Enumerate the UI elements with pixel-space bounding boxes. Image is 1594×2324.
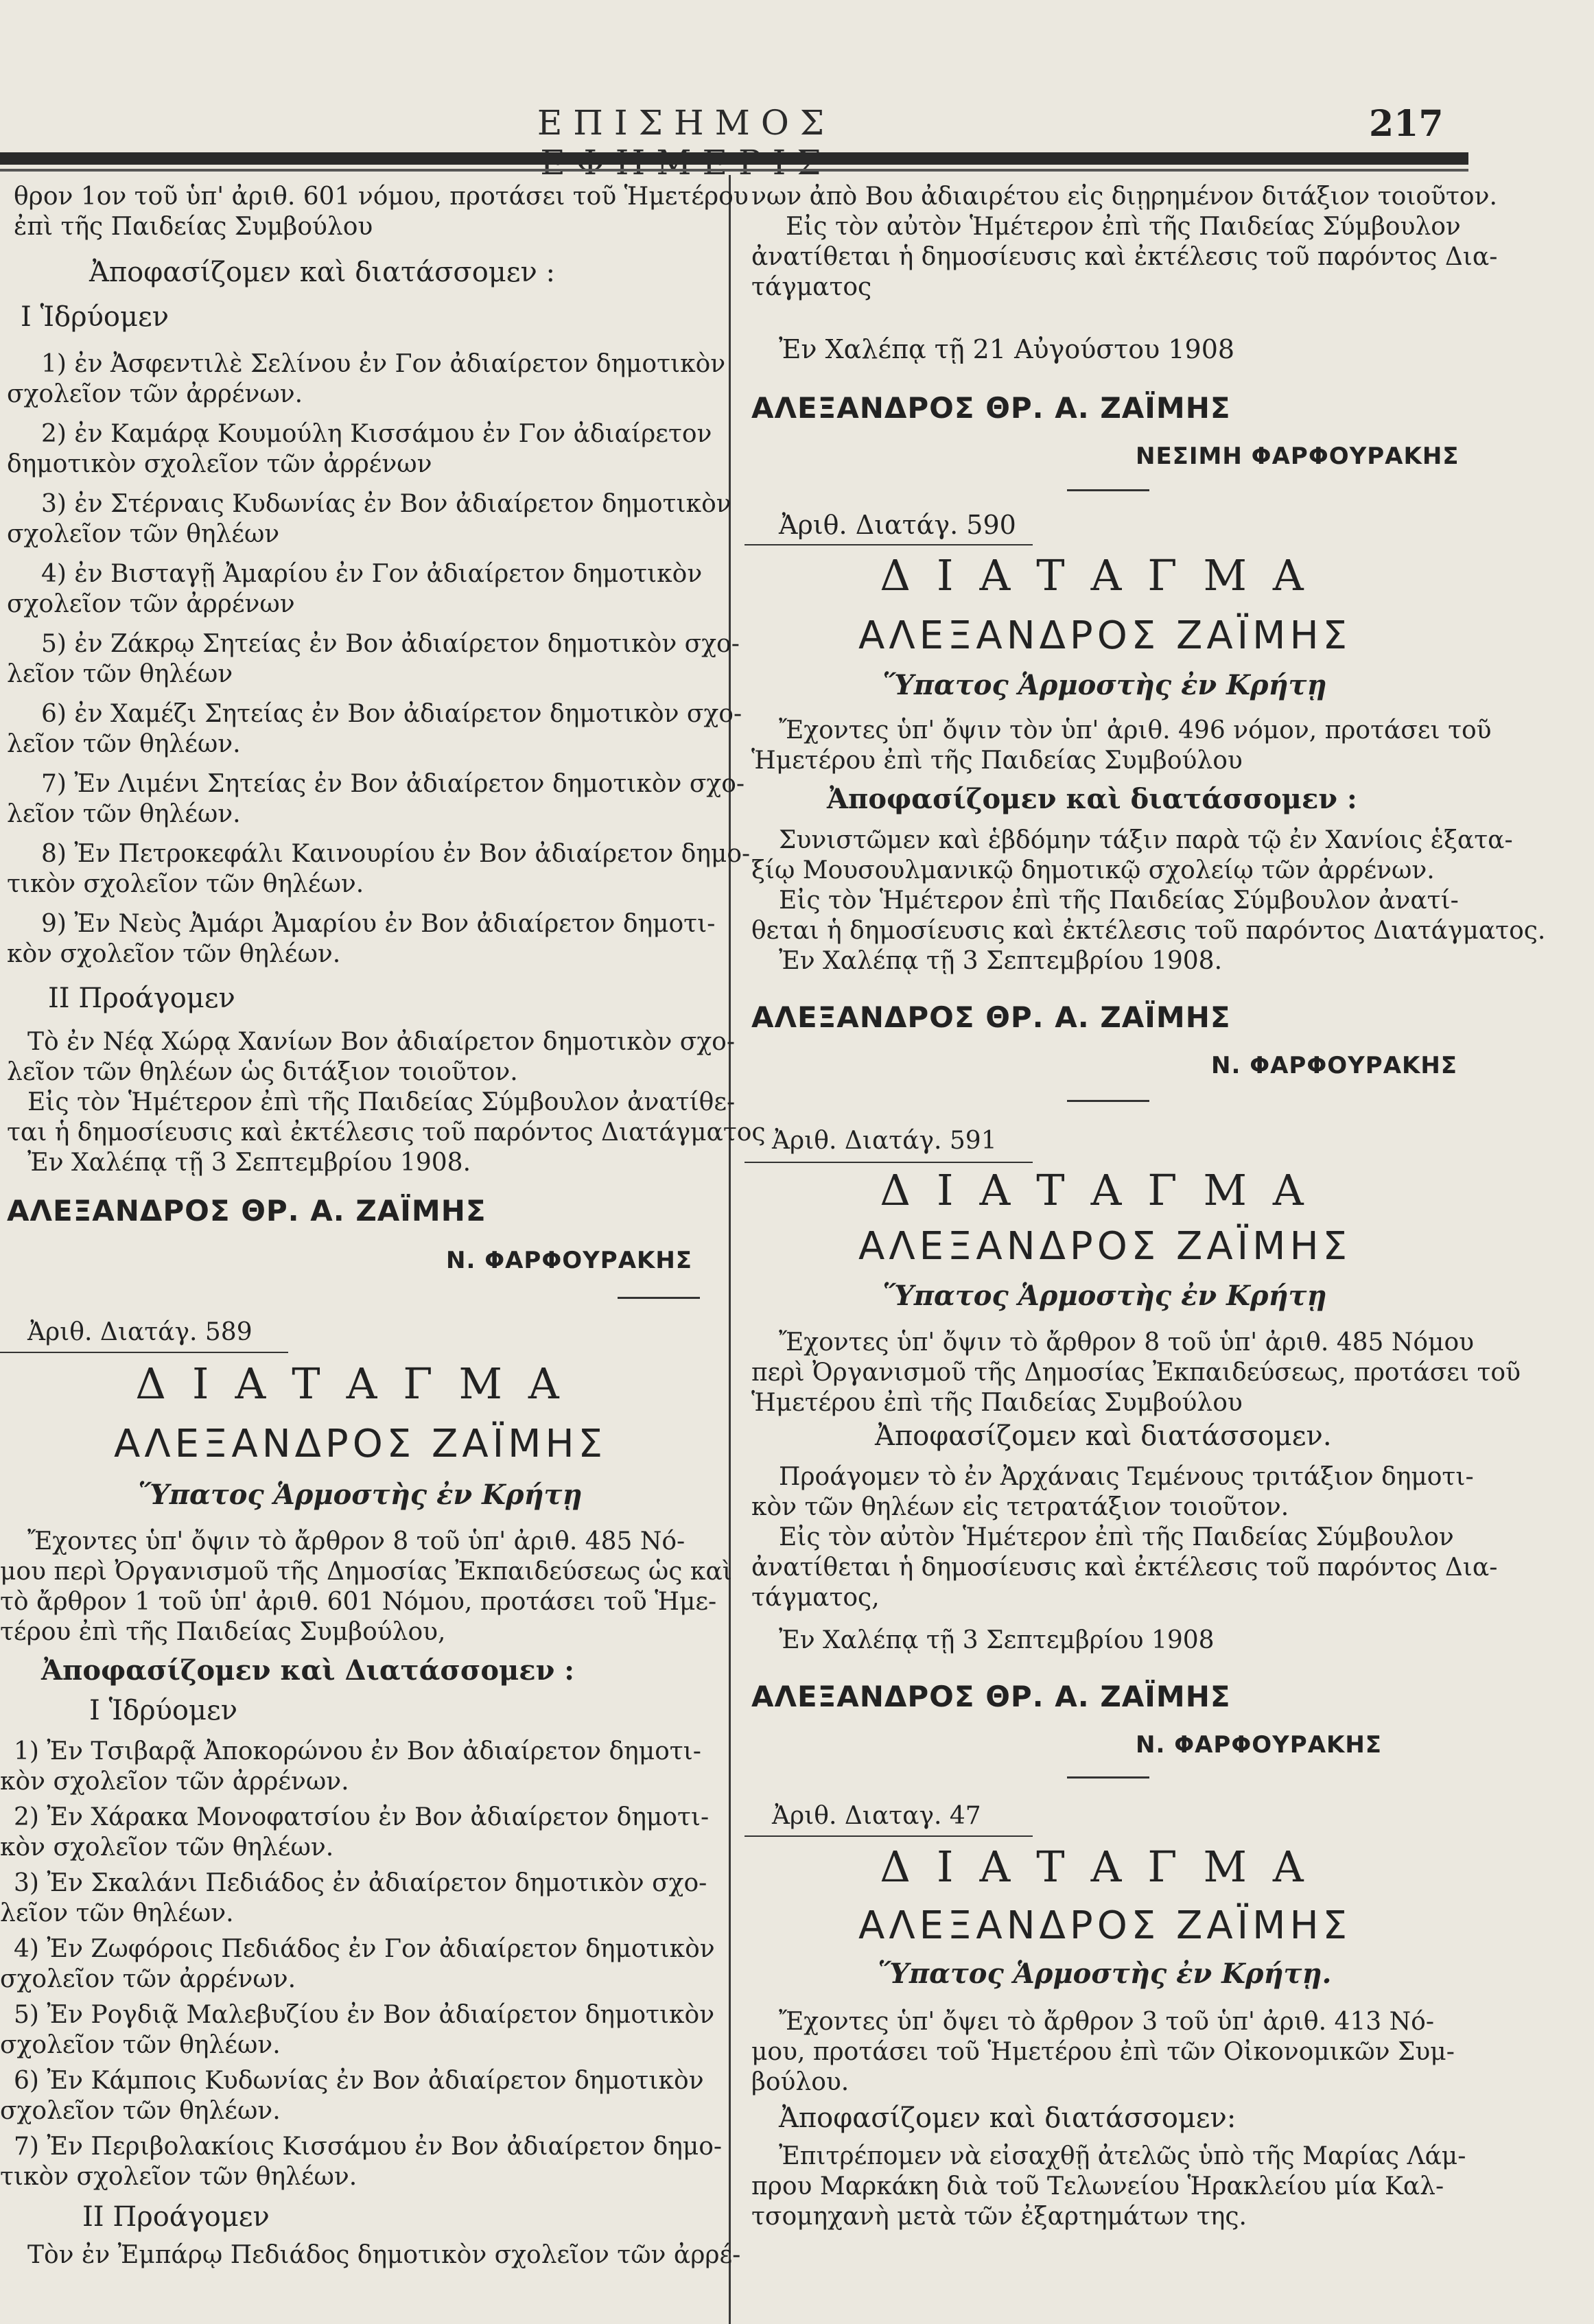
text-line: ἀνατίθεται ἡ δημοσίευσις καὶ ἐκτέλεσις τοῦ παρόντος Δια- <box>751 243 1498 271</box>
text-line: 3) Ἐν Σκαλάνι Πεδιάδος ἐν ἀδιαίρετον δημοτικὸν σχο- <box>14 1869 707 1897</box>
text-line: Εἰς τὸν αὐτὸν Ἡμέτερον ἐπὶ τῆς Παιδείας Σύμβουλον <box>779 1523 1454 1551</box>
separator-rule <box>1067 1100 1149 1102</box>
text-line: περὶ Ὀργανισμοῦ τῆς Δημοσίας Ἐκπαιδεύσεως, προτάσει τοῦ <box>751 1359 1521 1387</box>
text-line: σχολεῖον τῶν θηλέων <box>7 520 280 548</box>
header-rule-thin <box>0 169 1468 172</box>
signature-name: ΑΛΕΞΑΝΔΡΟΣ ΘΡ. Α. ΖΑΪΜΗΣ <box>751 1680 1231 1713</box>
separator-rule <box>1067 1776 1149 1779</box>
text-line: 5) Ἐν Ρογδιᾷ Μαλεβυζίου ἐν Βον ἀδιαίρετον δημοτικὸν <box>14 2001 715 2029</box>
signature-name: ΑΛΕΞΑΝΔΡΟΣ ΘΡ. Α. ΖΑΪΜΗΣ <box>751 391 1231 425</box>
office-heading: Ὕπατος Ἁρμοστὴς ἐν Κρήτῃ. <box>878 1958 1332 1990</box>
text-line: Ἡμετέρου ἐπὶ τῆς Παιδείας Συμβούλου <box>751 747 1243 775</box>
text-line: τὸ ἄρθρον 1 τοῦ ὑπ' ἀριθ. 601 Νόμου, προτάσει τοῦ Ἡμε- <box>0 1588 717 1616</box>
signature-name: ΝΕΣΙΜΗ ΦΑΡΦΟΥΡΑΚΗΣ <box>1136 443 1460 470</box>
date-line: Ἐν Χαλέπᾳ τῇ 3 Σεπτεμβρίου 1908. <box>27 1149 471 1177</box>
signature-name: ΑΛΕΞΑΝΔΡΟΣ ΘΡ. Α. ΖΑΪΜΗΣ <box>751 1000 1231 1034</box>
text-line: σχολεῖον τῶν θηλέων. <box>0 2031 281 2059</box>
text-line: σχολεῖον τῶν ἀρρένων. <box>0 1965 296 1993</box>
gazette-title: ΕΠΙΣΗΜΟΣ <box>537 103 836 143</box>
resolution-heading: Ἀποφασίζομεν καὶ διατάσσομεν: <box>779 2102 1236 2134</box>
text-line: 1) Ἐν Τσιβαρᾷ Ἀποκορώνου ἐν Βον ἀδιαίρετον δημοτι- <box>14 1737 701 1765</box>
text-line: σχολεῖον τῶν θηλέων. <box>0 2097 281 2125</box>
issuer-heading: ΑΛΕΞΑΝΔΡΟΣ ΖΑΪΜΗΣ <box>858 1224 1351 1269</box>
text-line: θεται ἡ δημοσίευσις καὶ ἐκτέλεσις τοῦ παρόντος Διατάγματος. <box>751 917 1546 945</box>
text-line: ται ἡ δημοσίευσις καὶ ἐκτέλεσις τοῦ παρόντος Διατάγματος <box>7 1118 766 1147</box>
text-line: 3) ἐν Στέρναις Κυδωνίας ἐν Βον ἀδιαίρετον δημοτικὸν <box>41 490 731 518</box>
decree-heading: ΔΙΑΤΑΓΜΑ <box>880 1165 1330 1215</box>
text-line: 2) Ἐν Χάρακα Μονοφατσίου ἐν Βον ἀδιαίρετον δημοτι- <box>14 1803 710 1831</box>
text-line: βούλου. <box>751 2068 849 2096</box>
text-line: Τὸ ἐν Νέᾳ Χώρᾳ Χανίων Βον ἀδιαίρετον δημοτικὸν σχο- <box>27 1028 735 1056</box>
text-line: 7) Ἐν Περιβολακίοις Κισσάμου ἐν Βον ἀδιαίρετον δημο- <box>14 2133 723 2161</box>
resolution-heading: Ἀποφασίζομεν καὶ Διατάσσομεν : <box>41 1654 575 1687</box>
page-header <box>0 103 1594 144</box>
signature-name: ΑΛΕΞΑΝΔΡΟΣ ΘΡ. Α. ΖΑΪΜΗΣ <box>7 1194 487 1228</box>
text-line: κὸν τῶν θηλέων εἰς τετρατάξιον τοιοῦτον. <box>751 1493 1289 1521</box>
signature-name: Ν. ΦΑΡΦΟΥΡΑΚΗΣ <box>446 1247 693 1274</box>
separator-rule <box>618 1297 700 1299</box>
page-number: 217 <box>1369 103 1444 145</box>
text-line: νων ἀπὸ Βου ἀδιαιρέτου εἰς διῃρημένον διτάξιον τοιοῦτον. <box>751 183 1497 211</box>
text-line: ξίῳ Μουσουλμανικῷ δημοτικῷ σχολείῳ τῶν ἀρρένων. <box>751 856 1435 884</box>
decree-heading: ΔΙΑΤΑΓΜΑ <box>880 550 1330 600</box>
section-heading: ΙΙ Προάγομεν <box>82 2201 270 2233</box>
text-line: τέρου ἐπὶ τῆς Παιδείας Συμβούλου, <box>0 1618 446 1646</box>
text-line: μου περὶ Ὀργανισμοῦ τῆς Δημοσίας Ἐκπαιδεύσεως ὡς καὶ <box>0 1558 732 1586</box>
text-line: 4) ἐν Βισταγῇ Ἀμαρίου ἐν Γον ἀδιαίρετον δημοτικὸν <box>41 560 703 588</box>
separator-rule <box>1067 489 1149 491</box>
text-line: 6) Ἐν Κάμποις Κυδωνίας ἐν Βον ἀδιαίρετον δημοτικὸν <box>14 2067 704 2095</box>
text-line: θρον 1ον τοῦ ὑπ' ἀριθ. 601 νόμου, προτάσει τοῦ Ἡμετέρου <box>14 183 749 211</box>
signature-name: Ν. ΦΑΡΦΟΥΡΑΚΗΣ <box>1211 1052 1458 1079</box>
text-line: Εἰς τὸν Ἡμέτερον ἐπὶ τῆς Παιδείας Σύμβουλον ἀνατί- <box>779 887 1459 915</box>
text-line: τσομηχανὴ μετὰ τῶν ἐξαρτημάτων της. <box>751 2203 1247 2231</box>
text-line: 1) ἐν Ἀσφεντιλὲ Σελίνου ἐν Γον ἀδιαίρετον δημοτικὸν <box>41 350 726 378</box>
text-line: 7) Ἐν Λιμένι Σητείας ἐν Βον ἀδιαίρετον δημοτικὸν σχο- <box>41 770 745 798</box>
text-line: λεῖον τῶν θηλέων <box>7 660 233 688</box>
text-line: τικὸν σχολεῖον τῶν θηλέων. <box>0 2163 358 2191</box>
text-line: Ἔχοντες ὑπ' ὄψει τὸ ἄρθρον 3 τοῦ ὑπ' ἀριθ. 413 Νό- <box>779 2008 1434 2036</box>
issuer-heading: ΑΛΕΞΑΝΔΡΟΣ ΖΑΪΜΗΣ <box>114 1422 607 1466</box>
date-line: Ἐν Χαλέπᾳ τῇ 21 Αὐγούστου 1908 <box>779 334 1235 364</box>
signature-name: Ν. ΦΑΡΦΟΥΡΑΚΗΣ <box>1136 1731 1383 1759</box>
office-heading: Ὕπατος Ἁρμοστὴς ἐν Κρήτῃ <box>882 669 1327 701</box>
text-line: σχολεῖον τῶν ἀρρένων. <box>7 380 303 408</box>
resolution-heading: Ἀποφασίζομεν καὶ διατάσσομεν. <box>875 1420 1332 1452</box>
separator-rule <box>745 544 1033 545</box>
text-line: λεῖον τῶν θηλέων. <box>7 730 241 758</box>
issuer-heading: ΑΛΕΞΑΝΔΡΟΣ ΖΑΪΜΗΣ <box>858 1903 1351 1948</box>
text-line: σχολεῖον τῶν ἀρρένων <box>7 590 295 618</box>
text-line: πρου Μαρκάκη διὰ τοῦ Τελωνείου Ἡρακλείου μία Καλ- <box>751 2172 1444 2200</box>
decree-number: Ἀριθ. Διατάγ. 590 <box>779 510 1016 540</box>
text-line: τάγματος, <box>751 1584 880 1612</box>
text-line: δημοτικὸν σχολεῖον τῶν ἀρρένων <box>7 450 432 478</box>
decree-heading: ΔΙΑΤΑΓΜΑ <box>135 1359 585 1409</box>
section-heading: Ι Ἱδρύομεν <box>21 301 169 333</box>
text-line: κὸν σχολεῖον τῶν θηλέων. <box>7 940 341 968</box>
text-line: 6) ἐν Χαμέζι Σητείας ἐν Βον ἀδιαίρετον δημοτικὸν σχο- <box>41 700 742 728</box>
date-line: Ἐν Χαλέπᾳ τῇ 3 Σεπτεμβρίου 1908. <box>779 947 1223 975</box>
separator-rule <box>0 1352 288 1353</box>
text-line: Ἡμετέρου ἐπὶ τῆς Παιδείας Συμβούλου <box>751 1389 1243 1417</box>
decree-number: Ἀριθ. Διαταγ. 47 <box>772 1802 981 1830</box>
header-rule <box>0 152 1468 165</box>
text-line: τάγματος <box>751 273 872 301</box>
text-line: τικὸν σχολεῖον τῶν θηλέων. <box>7 870 364 898</box>
decree-number: Ἀριθ. Διατάγ. 589 <box>27 1318 253 1346</box>
text-line: 5) ἐν Ζάκρῳ Σητείας ἐν Βον ἀδιαίρετον δημοτικὸν σχο- <box>41 630 740 658</box>
text-line: Εἰς τὸν Ἡμέτερον ἐπὶ τῆς Παιδείας Σύμβουλον ἀνατίθε- <box>27 1088 736 1116</box>
text-line: ἐπὶ τῆς Παιδείας Συμβούλου <box>14 213 373 241</box>
text-line: μου, προτάσει τοῦ Ἡμετέρου ἐπὶ τῶν Οἰκονομικῶν Συμ- <box>751 2038 1455 2066</box>
text-line: κὸν σχολεῖον τῶν θηλέων. <box>0 1833 334 1862</box>
date-line: Ἐν Χαλέπᾳ τῇ 3 Σεπτεμβρίου 1908 <box>779 1626 1215 1654</box>
text-line: 4) Ἐν Ζωφόροις Πεδιάδος ἐν Γον ἀδιαίρετον δημοτικὸν <box>14 1935 715 1963</box>
text-line: κὸν σχολεῖον τῶν ἀρρένων. <box>0 1768 349 1796</box>
section-heading: ΙΙ Προάγομεν <box>48 983 235 1014</box>
section-heading: Ι Ἱδρύομεν <box>89 1695 238 1726</box>
text-line: 2) ἐν Καμάρᾳ Κουμούλη Κισσάμου ἐν Γον ἀδιαίρετον <box>41 420 712 448</box>
text-line: 9) Ἐν Νεὺς Ἀμάρι Ἀμαρίου ἐν Βον ἀδιαίρετον δημοτι- <box>41 910 716 938</box>
text-line: λεῖον τῶν θηλέων. <box>7 800 241 828</box>
text-line: Τὸν ἐν Ἐμπάρῳ Πεδιάδος δημοτικὸν σχολεῖον τῶν ἀρρέ- <box>27 2241 741 2269</box>
resolution-heading: Ἀποφασίζομεν καὶ διατάσσομεν : <box>827 783 1357 815</box>
issuer-heading: ΑΛΕΞΑΝΔΡΟΣ ΖΑΪΜΗΣ <box>858 613 1351 658</box>
office-heading: Ὕπατος Ἁρμοστὴς ἐν Κρήτῃ <box>882 1280 1327 1312</box>
text-line: Συνιστῶμεν καὶ ἑβδόμην τάξιν παρὰ τῷ ἐν Χανίοις ἑξατα- <box>779 826 1513 854</box>
separator-rule <box>745 1162 1033 1163</box>
text-line: Ἐπιτρέπομεν νὰ εἰσαχθῇ ἀτελῶς ὑπὸ τῆς Μαρίας Λάμ- <box>779 2142 1466 2170</box>
text-line: Ἔχοντες ὑπ' ὄψιν τὸν ὑπ' ἀριθ. 496 νόμον, προτάσει τοῦ <box>779 716 1492 744</box>
text-line: Ἔχοντες ὑπ' ὄψιν τὸ ἄρθρον 8 τοῦ ὑπ' ἀριθ. 485 Νόμου <box>779 1328 1475 1357</box>
text-line: Εἰς τὸν αὐτὸν Ἡμέτερον ἐπὶ τῆς Παιδείας Σύμβουλον <box>786 213 1461 241</box>
text-line: Ἔχοντες ὑπ' ὄψιν τὸ ἄρθρον 8 τοῦ ὑπ' ἀριθ. 485 Νό- <box>27 1527 685 1556</box>
separator-rule <box>745 1835 1033 1837</box>
text-line: 8) Ἐν Πετροκεφάλι Καινουρίου ἐν Βον ἀδιαίρετον δημο- <box>41 840 751 868</box>
decree-number: Ἀριθ. Διατάγ. 591 <box>772 1127 997 1155</box>
decree-heading: ΔΙΑΤΑΓΜΑ <box>880 1842 1330 1892</box>
text-line: λεῖον τῶν θηλέων ὡς διτάξιον τοιοῦτον. <box>7 1058 518 1086</box>
text-line: ἀνατίθεται ἡ δημοσίευσις καὶ ἐκτέλεσις τοῦ παρόντος Δια- <box>751 1553 1498 1582</box>
office-heading: Ὕπατος Ἁρμοστὴς ἐν Κρήτῃ <box>138 1479 583 1511</box>
resolution-heading: Ἀποφασίζομεν καὶ διατάσσομεν : <box>89 257 556 288</box>
text-line: Προάγομεν τὸ ἐν Ἀρχάναις Τεμένους τριτάξιον δημοτι- <box>779 1463 1474 1491</box>
text-line: λεῖον τῶν θηλέων. <box>0 1899 234 1927</box>
